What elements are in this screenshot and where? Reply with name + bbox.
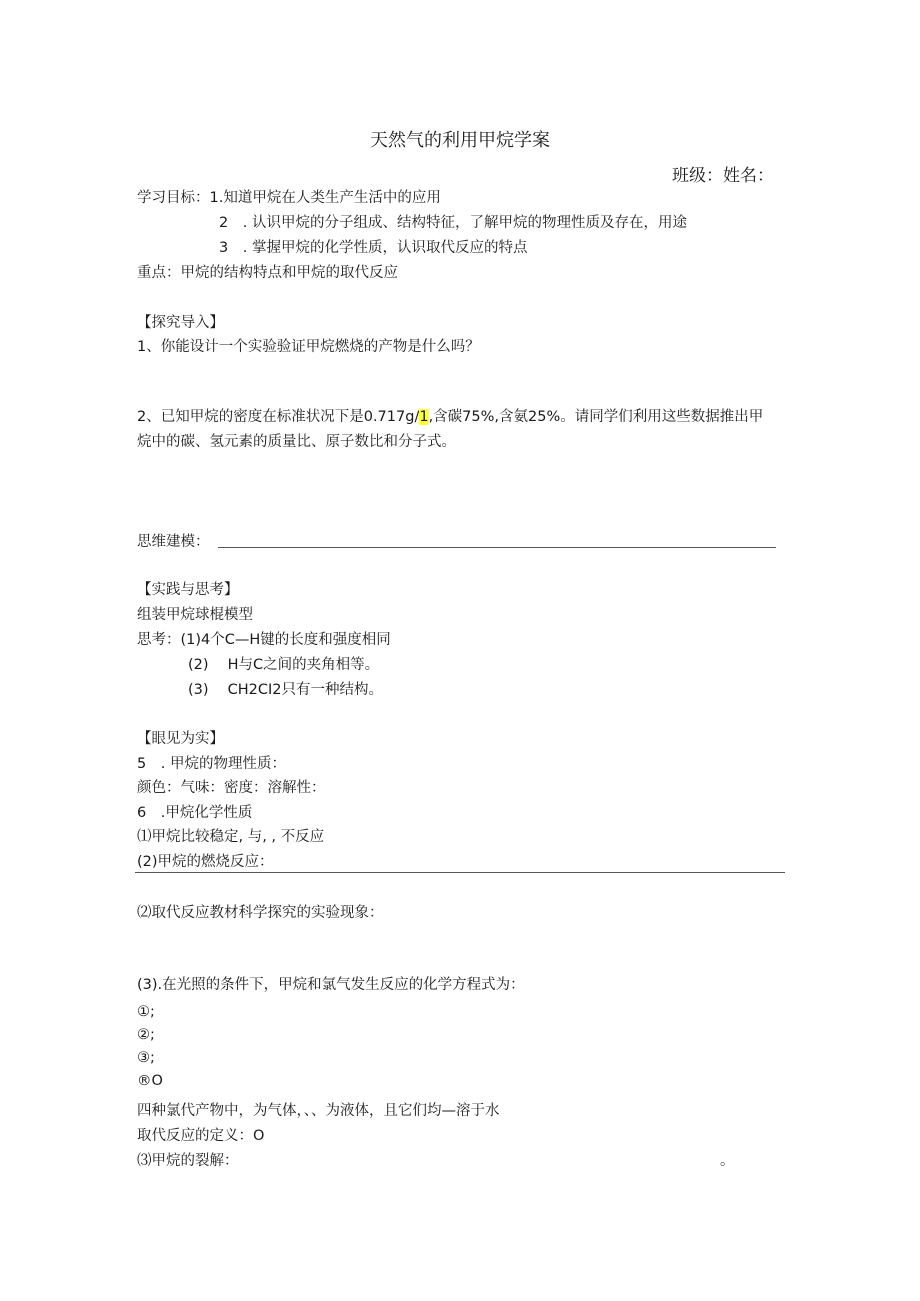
- modeling-answer-line: [218, 547, 776, 548]
- intro-question-2-line2: 烷中的碳、氢元素的质量比、原子数比和分子式。: [137, 434, 456, 450]
- practice-line-4: (3) CH2CI2只有一种结构。: [188, 682, 384, 698]
- objective-1: 学习目标：1.知道甲烷在人类生产生活中的应用: [137, 190, 441, 206]
- objective-2: 2 . 认识甲烷的分子组成、结构特征，了解甲烷的物理性质及存在，用途: [219, 215, 687, 231]
- class-name-line: 班级：姓名：: [672, 166, 774, 186]
- intro-heading: 【探究导入】: [137, 315, 224, 331]
- equation-1: ①;: [137, 1004, 155, 1020]
- physical-properties-line: 颜色：气味：密度：溶解性：: [137, 780, 326, 796]
- chemical-property-1: ⑴甲烷比较稳定, 与, , 不反应: [137, 829, 325, 845]
- focus-line: 重点：甲烷的结构特点和甲烷的取代反应: [137, 265, 398, 281]
- objective-3: 3 . 掌握甲烷的化学性质，认识取代反应的特点: [219, 240, 528, 256]
- chemical-properties-heading: 6 .甲烷化学性质: [137, 805, 253, 821]
- chlorination-equations-intro: (3).在光照的条件下，甲烷和氯气发生反应的化学方程式为：: [137, 977, 525, 993]
- substitution-definition: 取代反应的定义：O: [137, 1128, 265, 1144]
- page-title: 天然气的利用甲烷学案: [370, 130, 550, 151]
- equation-3: ③;: [137, 1050, 155, 1066]
- substitution-phenomena: ⑵取代反应教材科学探究的实验现象：: [137, 905, 384, 921]
- intro-question-1: 1、你能设计一个实验验证甲烷燃烧的产物是什么吗？: [137, 339, 480, 355]
- cracking-line: ⑶甲烷的裂解：: [137, 1153, 239, 1169]
- practice-heading: 【实践与思考】: [137, 582, 239, 598]
- chemical-property-2: (2)甲烷的燃烧反应：: [137, 854, 274, 870]
- q2-text-after: ,含碳75%,含氨25%。请同学们利用这些数据推出甲: [428, 409, 764, 425]
- practice-line-3: (2) H与C之间的夹角相等。: [188, 657, 380, 673]
- chlorinated-products-note: 四种氯代产物中，为气体，、、为液体，且它们均—溶于水: [137, 1103, 500, 1119]
- seeing-heading: 【眼见为实】: [137, 731, 224, 747]
- practice-line-2: 思考：(1)4个C—H键的长度和强度相同: [137, 632, 391, 648]
- q2-highlight: 1: [419, 409, 429, 425]
- combustion-answer-line: [135, 872, 785, 873]
- q2-text-before: 2、已知甲烷的密度在标准状况下是0.717g/: [137, 409, 420, 425]
- practice-line-1: 组装甲烷球棍模型: [137, 607, 253, 623]
- modeling-label: 思维建模：: [137, 534, 210, 550]
- physical-properties-heading: 5 . 甲烷的物理性质：: [137, 756, 286, 772]
- intro-question-2: [137, 407, 763, 427]
- equation-4: ®O: [137, 1073, 163, 1089]
- cracking-period: 。: [720, 1153, 735, 1169]
- equation-2: ②;: [137, 1027, 155, 1043]
